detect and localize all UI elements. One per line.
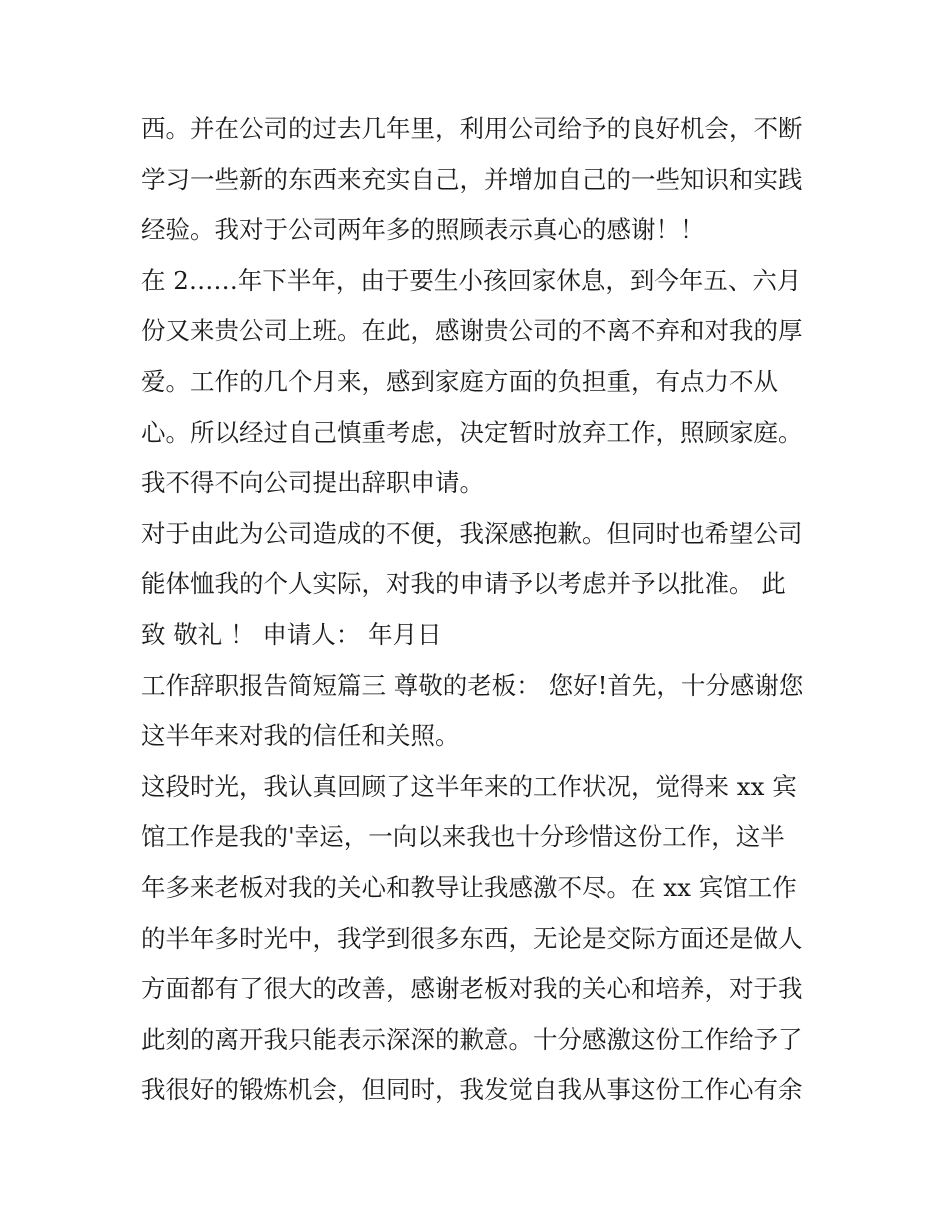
text-line: 此刻的离开我只能表示深深的歉意。十分感激这份工作给予了 <box>141 1024 803 1054</box>
text-line: 经验。我对于公司两年多的照顾表示真心的感谢！！ <box>141 215 705 245</box>
text-line: 我很好的锻炼机会，但同时，我发觉自我从事这份工作心有余 <box>141 1075 803 1105</box>
document-body <box>141 104 831 1116</box>
text-line: 这半年来对我的信任和关照。 <box>141 721 460 751</box>
text-line: 我不得不向公司提出辞职申请。 <box>141 468 484 498</box>
text-line: 馆工作是我的'幸运，一向以来我也十分珍惜这份工作，这半 <box>141 822 785 852</box>
text-line: 西。并在公司的过去几年里，利用公司给予的良好机会，不断 <box>141 114 803 143</box>
text-line: 在 2……年下半年，由于要生小孩回家休息，到今年五、六月 <box>141 265 802 295</box>
text-line: 份又来贵公司上班。在此，感谢贵公司的不离不弃和对我的厚 <box>141 316 803 346</box>
text-line: 对于由此为公司造成的不便，我深感抱歉。但同时也希望公司 <box>141 518 803 548</box>
text-line: 能体恤我的个人实际，对我的申请予以考虑并予以批准。 此 <box>141 569 786 599</box>
text-line: 心。所以经过自己慎重考虑，决定暂时放弃工作，照顾家庭。 <box>141 417 803 447</box>
text-line: 爱。工作的几个月来，感到家庭方面的负担重，有点力不从 <box>141 366 778 396</box>
text-line: 学习一些新的东西来充实自己，并增加自己的一些知识和实践 <box>141 164 803 194</box>
text-line: 方面都有了很大的改善，感谢老板对我的关心和培养，对于我 <box>141 974 803 1004</box>
text-line: 工作辞职报告简短篇三 尊敬的老板： 您好!首先，十分感谢您 <box>141 670 804 700</box>
text-line: 这段时光，我认真回顾了这半年来的工作状况，觉得来 xx 宾 <box>141 771 797 801</box>
text-line: 致 敬礼 ！ 申请人： 年月日 <box>141 619 442 649</box>
text-line: 年多来老板对我的关心和教导让我感激不尽。在 xx 宾馆工作 <box>141 872 797 902</box>
text-line: 的半年多时光中，我学到很多东西，无论是交际方面还是做人 <box>141 923 803 953</box>
